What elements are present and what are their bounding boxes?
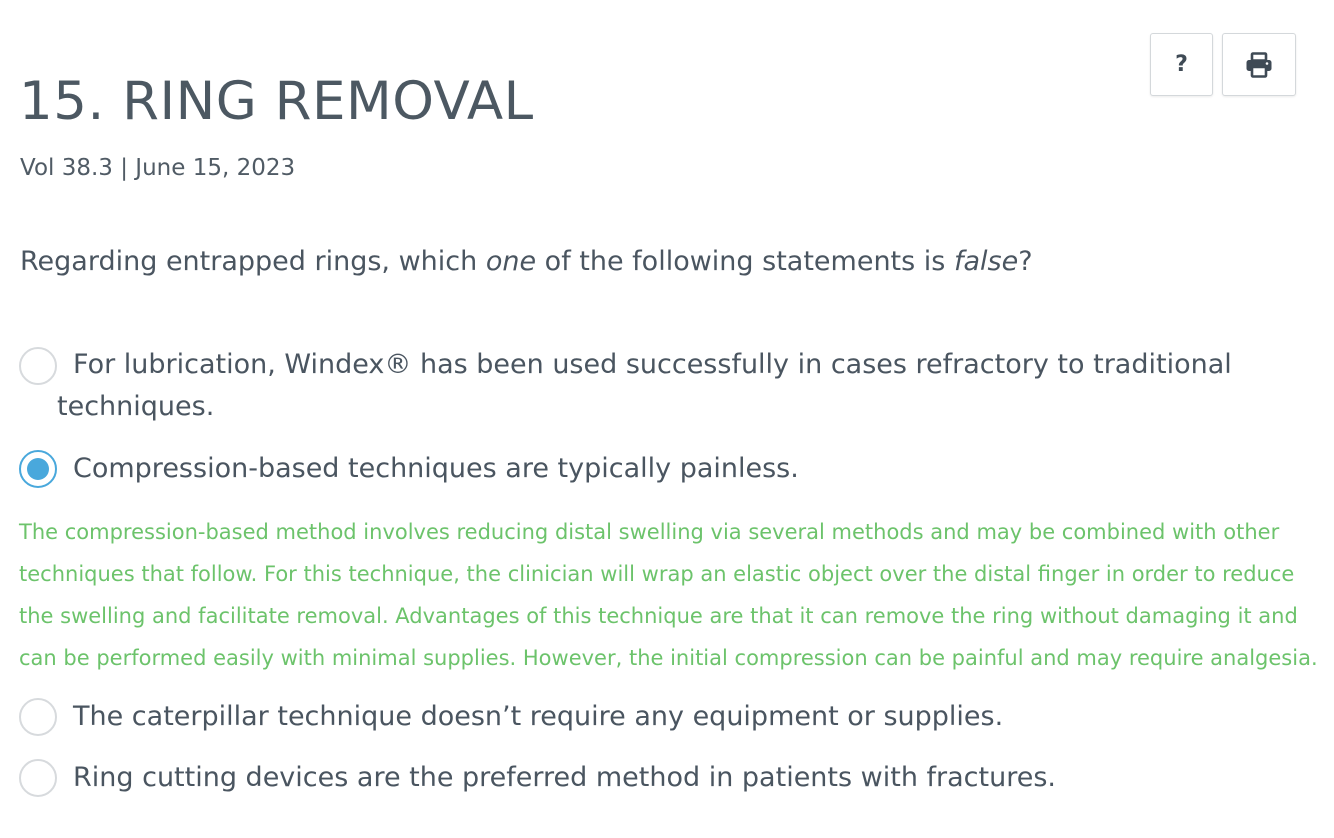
answer-option-3[interactable] [19, 698, 1199, 738]
answer-option-text: Ring cutting devices are the preferred method in patients with fractures. [73, 762, 1056, 793]
answer-radio-3[interactable] [19, 698, 57, 736]
answer-option-text: Compression-based techniques are typically painless. [73, 453, 799, 484]
question-part: of the following statements is [536, 246, 954, 277]
toolbar [1150, 33, 1296, 96]
question-icon: ? [1175, 51, 1188, 77]
printer-icon [1245, 52, 1273, 78]
answer-radio-1[interactable] [19, 347, 57, 385]
answer-option-2[interactable] [19, 450, 1199, 490]
answer-radio-2[interactable] [19, 450, 57, 488]
answer-explanation [19, 511, 1319, 679]
radio-selected-dot [27, 458, 49, 480]
answer-radio-4[interactable] [19, 759, 57, 797]
question-part: Regarding entrapped rings, which [20, 246, 486, 277]
help-button[interactable] [1150, 33, 1213, 96]
explanation-line: can be performed easily with minimal supplies. However, the initial compression can be painful and may require analgesia. [19, 646, 1318, 670]
explanation-line: techniques that follow. For this technique, the clinician will wrap an elastic object over the distal finger in order to reduce [19, 562, 1295, 586]
answer-option-text [57, 344, 1232, 428]
answer-option-4[interactable] [19, 759, 1199, 799]
answer-option-line: techniques. [57, 391, 215, 422]
issue-meta: Vol 38.3 | June 15, 2023 [20, 155, 296, 181]
explanation-line: The compression-based method involves reducing distal swelling via several methods and may be combined with other [19, 520, 1280, 544]
answer-option-line: For lubrication, Windex® has been used successfully in cases refractory to traditional [73, 349, 1232, 380]
explanation-line: the swelling and facilitate removal. Advantages of this technique are that it can remove the ring without damaging it and [19, 604, 1298, 628]
question-emphasis-false: false [953, 246, 1019, 277]
answer-option-text: The caterpillar technique doesn’t require any equipment or supplies. [73, 701, 1004, 732]
question-text [20, 242, 1033, 282]
page-title: 15. RING REMOVAL [19, 71, 534, 132]
question-emphasis-one: one [485, 246, 537, 277]
answer-option-1[interactable] [19, 347, 1232, 437]
print-button[interactable] [1222, 33, 1296, 96]
question-part: ? [1018, 246, 1033, 277]
